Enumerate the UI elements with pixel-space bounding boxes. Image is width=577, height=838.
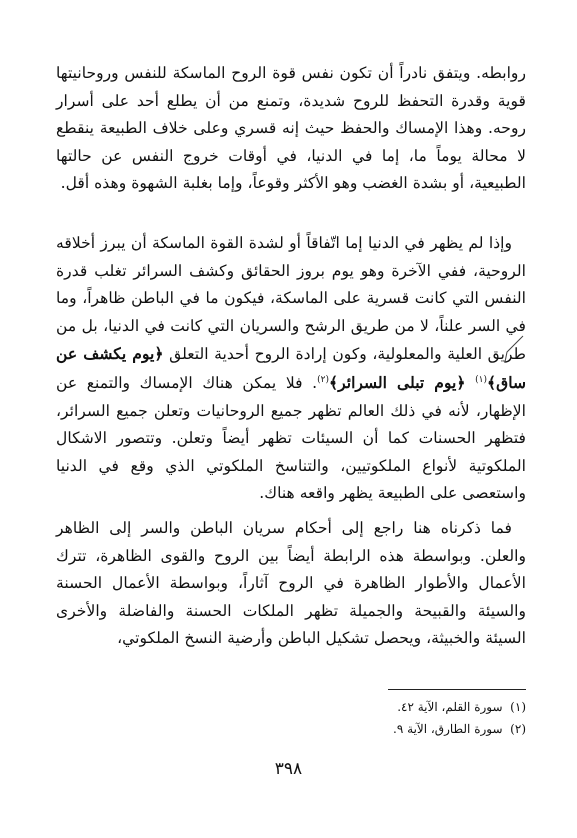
footnotes-list — [300, 696, 526, 740]
paragraph-2-text-start: وإذا لم يظهر في الدنيا إما اتّفاقاً أو لشدة القوة الماسكة أن يبرز أخلاقه الروحية، ففي الآخرة وهو يوم بروز الحقائق وكشف السرائر تغلب قدرة النفس التي كانت قسرية على الماسكة، فيكون ما في الباطن ظاهراً، وما في السر علناً، لا من طريق الرشح والسريان التي كانت في الدنيا، بل من طريق العلية والمعلولية، وكون إرادة الروح أحدية التعلق — [56, 234, 526, 364]
footnote-text: سورة القلم، الآية ٤٢. — [397, 700, 503, 714]
paragraph-3-text: فما ذكرناه هنا راجع إلى أحكام سريان الباطن والسر إلى الظاهر والعلن. وبواسطة هذه الرابطة أيضاً بين الروح والقوى الظاهرة، تترك الأعمال والأطوار الظاهرة في الروح آثاراً، وبواسطة الأعمال الحسنة والسيئة والقبيحة والجميلة تظهر الملكات الحسنة والفاضلة والأخرى السيئة والخبيثة، ويحصل تشكيل الباطن وأرضية النسخ الملكوتي، — [56, 519, 526, 648]
page-number: ٣٩٨ — [274, 759, 303, 779]
paragraph-2 — [56, 230, 526, 508]
paragraph-2-text-end: . فلا يمكن هناك الإمساك والتمنع عن الإظهار، لأنه في ذلك العالم تظهر جميع الروحانيات وتعلن جميع السرائر، فتظهر الحسنات كما أن السيئات تظهر أيضاً وتعلن. وتتصور الاشكال الملكوتية لأنواع الملكوتيين، والتناسخ الملكوتي الذي وقع في الدنيا واستعصى على الطبيعة يظهر واقعه هناك. — [56, 373, 526, 503]
paragraph-3 — [56, 515, 526, 653]
footnote-number: (١) — [510, 700, 526, 714]
footnote-text: سورة الطارق، الآية ٩. — [393, 722, 503, 736]
footnote-ref-1[interactable]: (١) — [475, 374, 487, 385]
paragraph-1-text: روابطه. ويتفق نادراً أن تكون نفس قوة الروح الماسكة للنفس وروحانيتها قوية وقدرة التحفظ للروح شديدة، وتمنع من أن يطلع أحد على أسرار روحه. وهذا الإمساك والحفظ حيث إنه قسري وعلى خلاف الطبيعة ينقطع لا محالة يوماً ما، إما في الدنيا، في أوقات خروج النفس عن حالتها الطبيعية، أو بشدة الغضب وهو الأكثر وقوعاً، وإما بغلبة الشهوة وهذه أقل. — [56, 64, 526, 193]
footnote-ref-2[interactable]: (٢) — [317, 374, 329, 385]
quran-quote-2: ﴿يوم تبلى السرائر﴾ — [329, 372, 466, 392]
quran-quote-1: ﴿يوم يكشف عن ساق﴾ — [56, 344, 527, 392]
footnote-number: (٢) — [510, 722, 526, 736]
footnote-item — [300, 718, 526, 740]
margin-pen-mark — [503, 334, 525, 364]
footnote-item — [300, 696, 526, 718]
footnote-divider — [388, 689, 526, 690]
paragraph-1 — [56, 60, 526, 198]
